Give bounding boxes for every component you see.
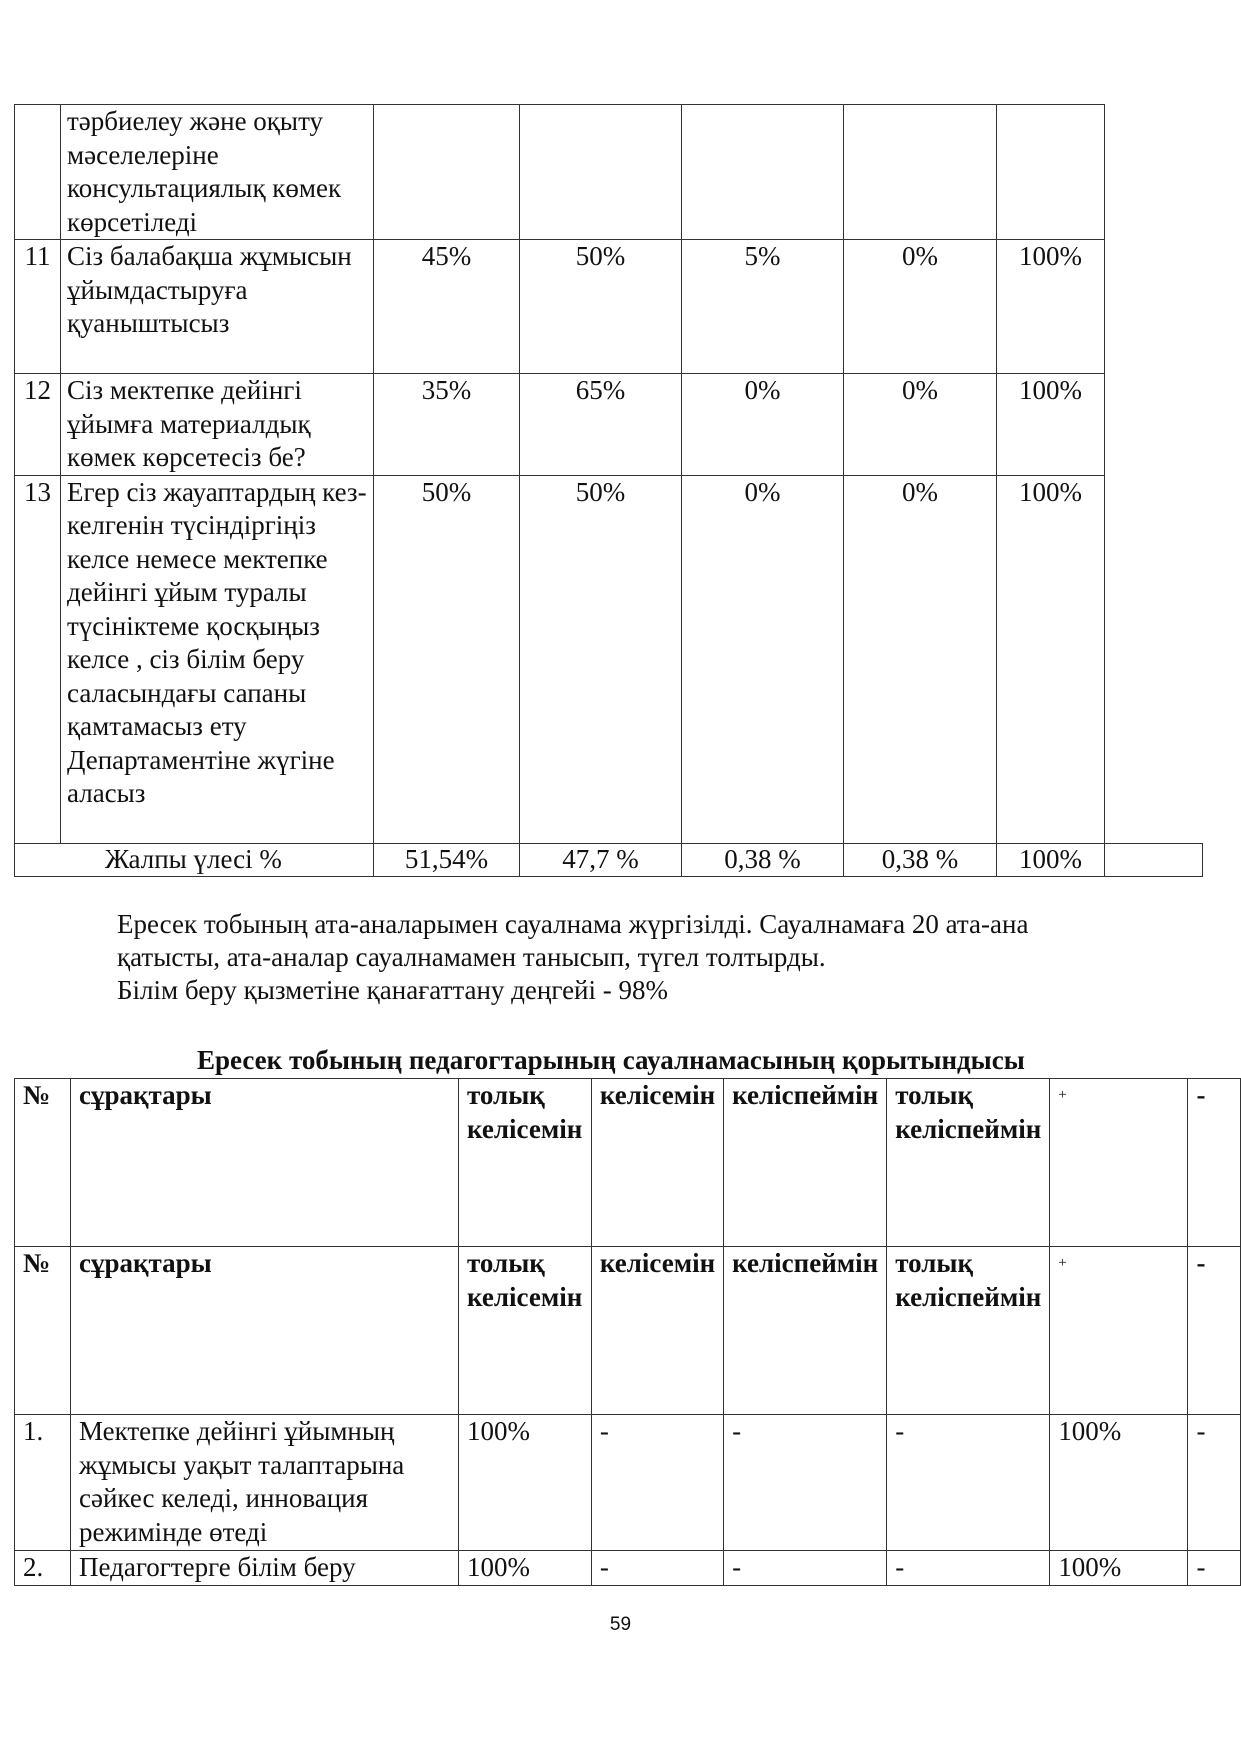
total-row — [15, 843, 1203, 876]
table-header — [15, 1247, 1241, 1415]
header-minus: - — [1188, 1079, 1241, 1247]
question-text: Егер сіз жауаптардың кез-келгенін түсіндіргіңіз келсе немесе мектепке дейінгі ұйым туралы түсініктеме қосқыңыз келсе , сіз білім беру саласындағы сапаны қамтамасыз ету Департаментіне жүгіне аласыз — [61, 475, 374, 843]
value-cell: 35% — [374, 374, 520, 476]
value-cell: - — [887, 1551, 1050, 1586]
value-cell: 50% — [520, 475, 682, 843]
row-number: 11 — [15, 240, 61, 374]
header-question: сұрақтары — [70, 1247, 458, 1415]
header-fully-disagree: толық келіспеймін — [887, 1247, 1050, 1415]
table-row — [15, 475, 1203, 843]
table-row — [15, 105, 1203, 240]
value-cell: - — [1188, 1415, 1241, 1551]
total-value: 51,54% — [374, 843, 520, 876]
table-row — [15, 1551, 1241, 1586]
header-agree: келісемін — [591, 1079, 723, 1247]
total-value: 100% — [997, 843, 1105, 876]
value-cell — [844, 105, 997, 240]
value-cell: 50% — [520, 240, 682, 374]
total-value: 47,7 % — [520, 843, 682, 876]
survey-summary — [117, 908, 1197, 1007]
empty-cell — [1105, 240, 1203, 374]
total-cell — [997, 105, 1105, 240]
value-cell: 0% — [682, 475, 844, 843]
row-number: 1. — [15, 1415, 71, 1551]
row-number: 13 — [15, 475, 61, 843]
value-cell: - — [1188, 1551, 1241, 1586]
value-cell: - — [724, 1551, 887, 1586]
header-minus: - — [1188, 1247, 1241, 1415]
value-cell: 0% — [844, 374, 997, 476]
value-cell: 45% — [374, 240, 520, 374]
total-cell: 100% — [997, 240, 1105, 374]
value-cell: 0% — [682, 374, 844, 476]
table-title: Ересек тобының педагогтарының сауалнамасының қорытындысы — [197, 1045, 1025, 1075]
question-text: Сіз мектепке дейінгі ұйымға материалдық көмек көрсетесіз бе? — [61, 374, 374, 476]
table-row — [15, 240, 1203, 374]
value-cell: 100% — [459, 1415, 592, 1551]
header-fully-agree: толық келісемін — [459, 1247, 592, 1415]
header-number: № — [15, 1247, 71, 1415]
value-cell: - — [591, 1415, 723, 1551]
summary-line: қатысты, ата-аналар сауалнамамен танысып, түгел толтырды. — [117, 942, 826, 972]
value-cell: - — [591, 1551, 723, 1586]
total-value: 0,38 % — [844, 843, 997, 876]
value-cell: 0% — [844, 240, 997, 374]
question-text: тәрбиелеу және оқыту мәселелеріне консультациялық көмек көрсетіледі — [61, 105, 374, 240]
question-text: Мектепке дейінгі ұйымның жұмысы уақыт талаптарына сәйкес келеді, инновация режимінде өтеді — [70, 1415, 458, 1551]
value-cell — [374, 105, 520, 240]
value-cell: 65% — [520, 374, 682, 476]
value-cell: - — [887, 1415, 1050, 1551]
value-cell: 100% — [459, 1551, 592, 1586]
header-fully-agree: толық келісемін — [459, 1079, 592, 1247]
header-disagree: келіспеймін — [724, 1247, 887, 1415]
total-cell: 100% — [997, 475, 1105, 843]
question-text: Педагогтерге білім беру — [70, 1551, 458, 1586]
summary-line: Ересек тобының ата-аналарымен сауалнама жүргізілді. Сауалнамаға 20 ата-ана — [117, 909, 1029, 939]
total-cell: 100% — [997, 374, 1105, 476]
header-plus: + — [1050, 1079, 1188, 1247]
row-number: 2. — [15, 1551, 71, 1586]
value-cell: 100% — [1050, 1415, 1188, 1551]
value-cell: 50% — [374, 475, 520, 843]
value-cell: 5% — [682, 240, 844, 374]
question-text: Сіз балабақша жұмысын ұйымдастыруға қуаныштысыз — [61, 240, 374, 374]
value-cell — [682, 105, 844, 240]
table-row — [15, 1415, 1241, 1551]
table-header — [15, 1079, 1241, 1247]
value-cell — [520, 105, 682, 240]
summary-line: Білім беру қызметіне қанағаттану деңгейі - 98% — [117, 975, 668, 1005]
header-disagree: келіспеймін — [724, 1079, 887, 1247]
empty-cell — [1105, 475, 1203, 843]
value-cell: 0% — [844, 475, 997, 843]
total-value: 0,38 % — [682, 843, 844, 876]
header-question: сұрақтары — [70, 1079, 458, 1247]
header-number: № — [15, 1079, 71, 1247]
empty-cell — [1105, 374, 1203, 476]
survey-table-teachers — [14, 1078, 1241, 1586]
row-number: 12 — [15, 374, 61, 476]
value-cell: 100% — [1050, 1551, 1188, 1586]
total-label: Жалпы үлесі % — [15, 843, 374, 876]
page-number: 59 — [609, 1614, 632, 1635]
header-fully-disagree: толық келіспеймін — [887, 1079, 1050, 1247]
header-agree: келісемін — [591, 1247, 723, 1415]
header-plus: + — [1050, 1247, 1188, 1415]
empty-cell — [1105, 105, 1203, 240]
row-number — [15, 105, 61, 240]
value-cell: - — [724, 1415, 887, 1551]
table-row — [15, 374, 1203, 476]
empty-cell — [1105, 843, 1203, 876]
survey-table-parents — [14, 104, 1203, 877]
